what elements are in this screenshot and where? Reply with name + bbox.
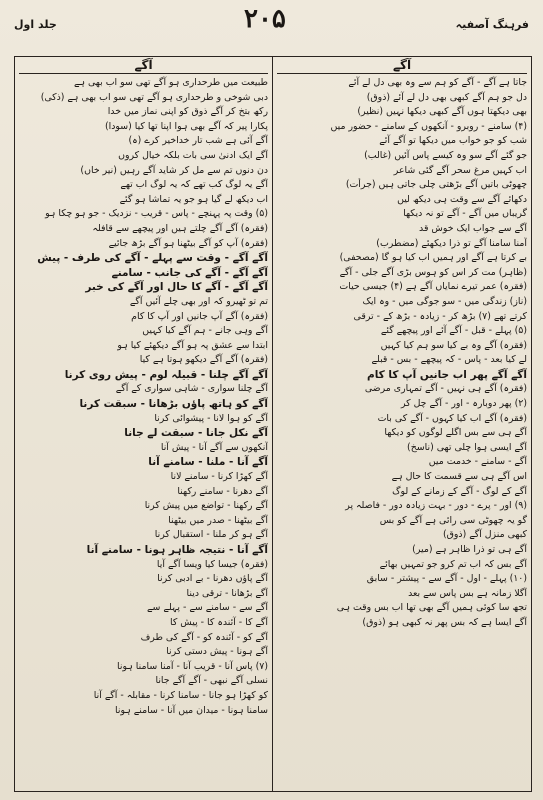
text-line: آگے - سامنے - خدمت میں [428, 456, 527, 468]
text-line: رکھ بتخ کر آگے ذوق کو اپنی نماز میں خدا [107, 106, 268, 118]
text-line: آگے کے لوگ - آگے کے زمانے کے لوگ [392, 485, 527, 497]
text-line: آگے کا - آئندہ کا - پیش کا [170, 616, 268, 628]
text-line: آگے چلنا سواری - شاہی سواری کے آگے [115, 383, 268, 395]
text-line: (۹) اور - پرے - دور - بہت زیادہ دور - فاصلہ پر [345, 500, 527, 512]
right-column-heading: آگے [277, 57, 527, 74]
text-line: آگے نکل جانا - سبقت لے جانا [124, 427, 268, 440]
left-column-heading: آگے [19, 57, 268, 74]
text-line: آگے پاؤں دھرنا - بے ادبی کرنا [157, 573, 268, 585]
text-line: (فقرہ) آگے آگے چلتے ہیں اور پیچھے سے قافلہ [92, 222, 268, 234]
text-line: کرتے تھے (۷) بڑھ کر - زیادہ - بڑھ کے - ترقی [353, 310, 527, 322]
page-number: ۲۰۵ [244, 4, 286, 34]
text-line: آگے آنا - ملنا - سامنے آنا [148, 456, 268, 469]
text-line: دکھائے آگے سے وقت ہی دیکھ لیں [397, 193, 527, 205]
text-line: آگے ایسا ہے کہ بس پھر نہ کبھی ہو (ذوق) [362, 616, 527, 628]
text-line: (۲) پھر دوبارہ - اور - آگے چل کر [400, 398, 527, 410]
text-line: گو یہ چھوٹی سی رائی ہے آگے کو بس [379, 514, 527, 526]
text-line: جاتا ہے آگے - آگے کو ہم سے وہ بھی دل لے آئے [348, 77, 527, 88]
text-line: (فقرہ) آپ کو آگے بیٹھنا ہو آگے بڑھ جائیے [108, 237, 268, 249]
text-line: آگے بیٹھنا - صدر میں بیٹھنا [168, 514, 268, 526]
text-line: اس آگے ہی سے قسمت کا حال ہے [391, 471, 527, 483]
text-line: شب کو جو خواب میں دیکھا تو آگے آئے [379, 135, 527, 147]
text-line: آگے آگے - وقت سے پہلے - آگے کی طرف - پیش [37, 252, 268, 265]
right-column-body [277, 76, 527, 631]
text-line: اب دیکھ لے گیا ہو جو یہ تماشا ہو گئے [119, 193, 268, 205]
text-line: آگے سے - سامنے سے - پہلے سے [147, 602, 268, 614]
text-line: کو کھڑا ہو جانا - سامنا کرنا - مقابلہ - آگے آنا [93, 689, 268, 701]
text-line: آگے دھرنا - سامنے رکھنا [177, 485, 268, 497]
text-line: آنکھوں سے آگے آنا - پیش آنا [160, 441, 268, 453]
text-line: آگے یہ لوگ کب تھے کہ یہ لوگ اب تھے [120, 179, 268, 191]
text-line: سامنا ہونا - میدان میں آنا - سامنے ہونا [114, 704, 268, 716]
text-line: بھی دیکھتا ہوں آگے کبھی دیکھا نہیں (نظیر) [357, 106, 527, 118]
text-line: گریباں میں آگے - آگے تو نہ دیکھا [403, 208, 527, 220]
page-header [14, 4, 529, 50]
text-line: آگے آئی ہے شب تار خداخیر کرے (ہ) [128, 135, 268, 147]
text-line: ابتدا سے عشق پہ ہو آگے دیکھئے کیا ہو [117, 339, 268, 351]
text-line: آگے رکھنا - تواضع میں پیش کرنا [144, 500, 268, 512]
text-line: اب کہیں مرغ سحر آگے گئی شاعر [393, 164, 527, 176]
text-line: (۵) پہلے - قبل - آگے آئے اور پیچھے گئے [380, 325, 527, 337]
text-line: طبیعت میں طرحداری ہو آگے تھی سو اب بھی ہے [74, 77, 268, 88]
text-line: (۴) سامنے - روبرو - آنکھوں کے سامنے - حضور میں [330, 120, 527, 132]
text-line: چھوٹی باتیں آگے بڑھتی چلی جاتی ہیں (جرأت) [345, 179, 527, 191]
text-line: (فقرہ) آگے آگے دیکھو ہوتا ہے کیا [139, 354, 268, 366]
text-line: آگے آگے - آگے کی جانب - سامنے [111, 266, 268, 279]
text-line: دل جو ہم آگے کبھی بھی دل لے آئے (ذوق) [366, 91, 527, 103]
text-line: آگے ہو کر ملنا - استقبال کرنا [154, 529, 268, 541]
text-line: لے کیا بعد - پاس - کہ پیچھے - بس - قبلے [371, 354, 527, 366]
text-line: آگے ہی سے بس اگلے لوگوں کو دیکھا [384, 427, 527, 439]
volume-label: جلد اول [14, 18, 57, 31]
text-line: آگے کھڑا کرنا - سامنے لانا [170, 471, 268, 483]
text-line: آگے وہی جانے - ہم آگے کیا کہیں [142, 325, 268, 337]
text-line: آگے کو - آئندہ کو - آگے کی طرف [140, 631, 268, 643]
text-line: آگے ایک ادنیٰ سی بات بلکہ خیال کروں [118, 149, 268, 161]
text-line: آگلا زمانہ ہے بس پاس سے بعد [408, 587, 527, 599]
text-line: تجھ سا کوئی ہمیں آگے بھی تھا اب بس وقت ہی [336, 602, 527, 614]
text-line: (ظاہر) مت کر اس کو ہوس بڑی آگے جلی - آگے [339, 266, 527, 278]
text-line: تم تو ٹھیرو کہ اور بھی چلے آئیں آگے [129, 295, 268, 307]
text-line: (۷) پاس آنا - قریب آنا - آمنا سامنا ہونا [116, 660, 268, 672]
text-line: آگے کو ہوا لانا - پیشوائی کرنا [154, 412, 268, 424]
text-line: آگے بس کہ اب تم کرو جو تمہیں بھائے [379, 558, 527, 570]
text-line: (فقرہ) آگے وہ بے کیا سو ہم کیا کہیں [380, 339, 527, 351]
text-line: آگے ایسی ہوا چلی تھی (ناسخ) [407, 441, 527, 453]
text-line: بے کرتا ہے آگے اور ہمیں اب کیا ہو گا (مصحفی) [339, 252, 527, 264]
text-line: آگے کو ہاتھ پاؤں بڑھانا - سبقت کرنا [79, 398, 268, 411]
page-frame [14, 56, 532, 792]
text-line: آگے ہی تو ذرا ظاہر ہے (میر) [412, 544, 527, 555]
text-line: (فقرہ) عمر تیرے نمایاں آگے ہے (۴) جیسی حیات [339, 281, 527, 293]
text-line: دن دنوں تم سے مل کر شاید آگے رہیں (نیر خاں) [80, 164, 268, 176]
text-line: آگے بڑھانا - ترقی دینا [186, 587, 268, 599]
text-line: (فقرہ) جیسا کیا ویسا آگے آیا [156, 558, 268, 570]
text-line: نسلی آگے نبھی - آگے آگے جانا [155, 675, 268, 687]
text-line: آگے سے جواب ایک خوش قد [419, 222, 527, 234]
text-line: آگے آگے چلنا - قبیلہ لوم - پیش روی کرنا [64, 368, 268, 381]
text-line: پکارا پیر کہ آگے بھی ہوا اپنا تھا کیا (سودا) [104, 120, 268, 132]
text-line: (فقرہ) آگے اب کیا کہوں - آگے کی بات [377, 412, 527, 424]
text-line: کبھی منزل آگے (ذوق) [442, 529, 527, 541]
text-line: جو گئے آگے سو وہ کیسے پاس آئیں (غالب) [364, 149, 527, 161]
left-column [19, 57, 268, 791]
text-line: آگے ہونا - پیش دستی کرنا [166, 646, 268, 658]
column-divider [272, 57, 273, 791]
text-line: آگے آگے پھر اب جانیں آپ کا کام [367, 368, 527, 381]
text-line: (۱۰) پہلے - اول - آگے سے - پیشتر - سابق [366, 573, 527, 585]
text-line: (ناز) زندگی میں - سو جوگی میں - وہ ایک [362, 295, 527, 307]
text-line: آمنا سامنا آگے تو ذرا دیکھئے (مضطرب) [376, 237, 527, 249]
text-line: (فقرہ) آگے ہی نہیں - آگے تمہاری مرضی [364, 383, 527, 395]
text-line: آگے آنا - نتیجہ ظاہر ہونا - سامنے آنا [86, 544, 268, 556]
right-column [277, 57, 527, 791]
text-line: (فقرہ) آگے آپ جانیں اور آپ کا کام [131, 310, 268, 322]
book-title: فرہنگ آصفیہ [455, 18, 529, 31]
text-line: دبی شوخی و طرحداری ہو آگے تھی سو اب بھی ہے (ذکی) [40, 91, 268, 103]
left-column-body [19, 76, 268, 718]
text-line: آگے آگے - آگے کا حال اور آگے کی خبر [85, 281, 268, 294]
text-line: (۵) وقت پہ پہنچے - پاس - قریب - نزدیک - جو ہو چکا ہو [45, 208, 268, 220]
